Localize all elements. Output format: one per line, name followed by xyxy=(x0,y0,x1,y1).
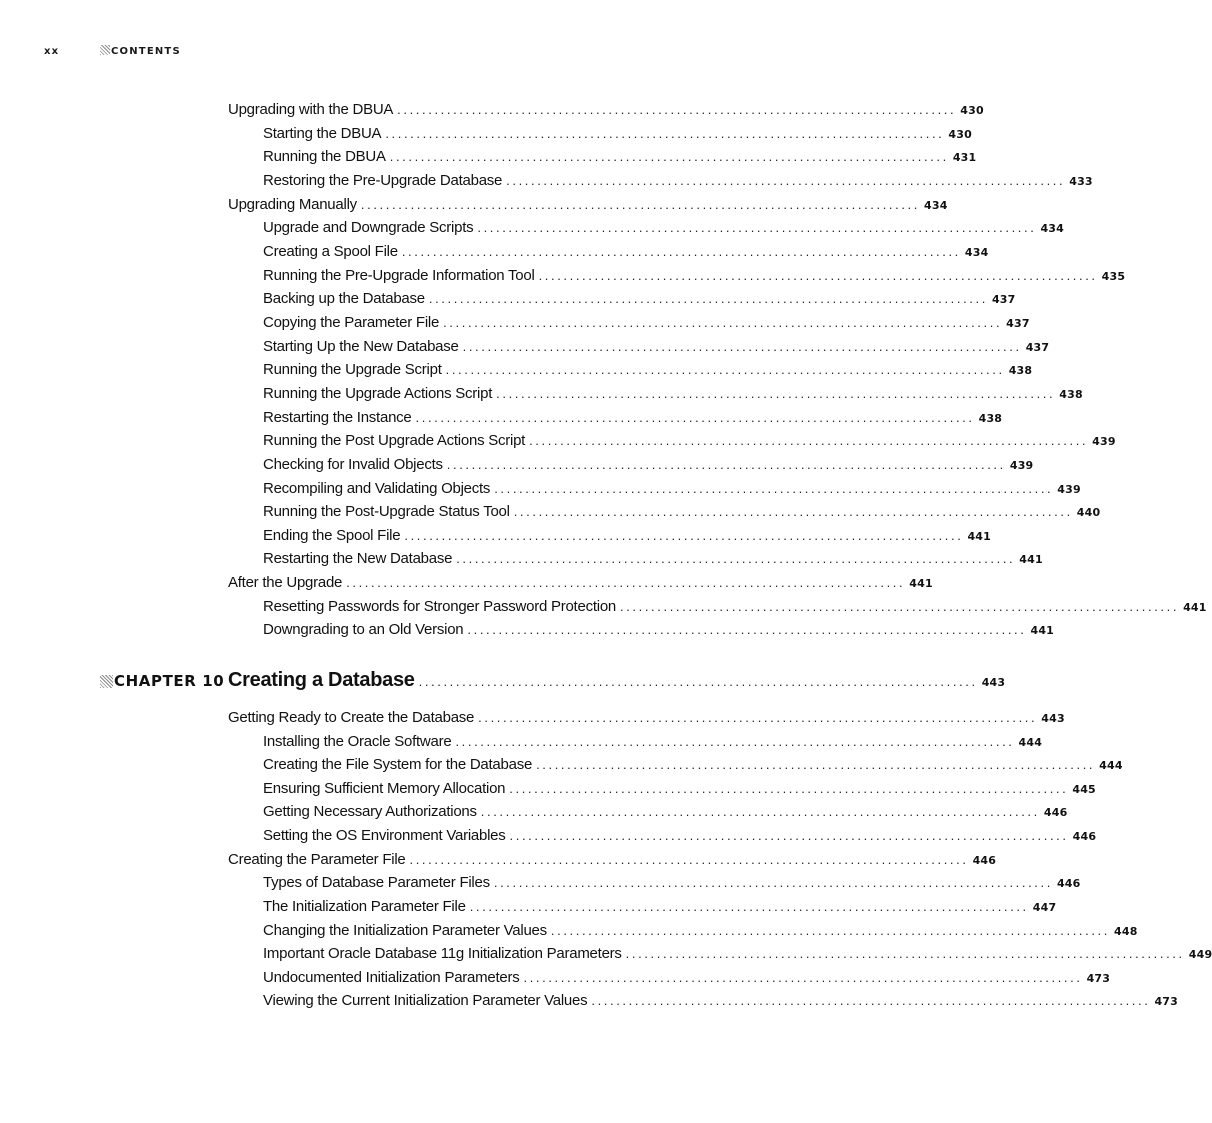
toc-entry[interactable] xyxy=(263,944,1212,965)
toc-entry[interactable] xyxy=(228,708,1065,729)
toc-entry-title: Upgrade and Downgrade Scripts xyxy=(263,219,474,236)
dot-leader: .......................................................................................... xyxy=(443,315,1003,330)
toc-entry-page: 438 xyxy=(1008,364,1033,377)
toc-entry-page: 438 xyxy=(1059,388,1083,401)
toc-entry[interactable] xyxy=(263,218,1065,239)
toc-entry-page: 439 xyxy=(1057,483,1081,496)
toc-entry-page: 441 xyxy=(909,577,933,590)
toc-entry[interactable] xyxy=(263,755,1123,776)
toc-entry[interactable] xyxy=(263,124,972,145)
toc-entry-page: 446 xyxy=(1072,830,1097,843)
dot-leader: .......................................................................................... xyxy=(397,102,957,117)
toc-entry-page: 449 xyxy=(1188,948,1212,961)
toc-entry-title: The Initialization Parameter File xyxy=(263,898,466,915)
toc-entry[interactable] xyxy=(263,873,1081,894)
dot-leader: .......................................................................................... xyxy=(477,220,1037,235)
toc-entry-page: 430 xyxy=(960,104,984,117)
toc-entry-title: Starting the DBUA xyxy=(263,125,382,142)
toc-entry-title: Running the Upgrade Actions Script xyxy=(263,385,493,402)
toc-entry[interactable] xyxy=(263,991,1179,1012)
toc-entry-page: 441 xyxy=(1030,624,1055,637)
toc-entry-page: 446 xyxy=(972,854,997,867)
toc-entry[interactable] xyxy=(263,826,1097,847)
toc-entry[interactable] xyxy=(263,147,977,168)
toc-entry[interactable] xyxy=(263,408,1003,429)
dot-leader: .......................................................................................... xyxy=(550,923,1110,938)
dot-leader: .......................................................................................... xyxy=(620,599,1180,614)
toc-entry[interactable] xyxy=(263,921,1138,942)
toc-entry-page: 440 xyxy=(1076,506,1101,519)
toc-entry[interactable] xyxy=(228,850,997,871)
dot-leader: .......................................................................................... xyxy=(493,875,1053,890)
toc-entry-page: 437 xyxy=(1006,317,1030,330)
toc-entry-title: Creating the Parameter File xyxy=(228,851,406,868)
dot-leader: .......................................................................................... xyxy=(409,852,969,867)
toc-entry[interactable] xyxy=(263,479,1081,500)
dot-leader: .......................................................................................... xyxy=(506,173,1066,188)
hatch-ornament-icon xyxy=(100,675,113,688)
toc-entry-title: Checking for Invalid Objects xyxy=(263,456,443,473)
toc-entry-title: Ensuring Sufficient Memory Allocation xyxy=(263,780,506,797)
toc-entry[interactable] xyxy=(263,549,1043,570)
toc-entry-title: Backing up the Database xyxy=(263,290,425,307)
toc-entry-title: Ending the Spool File xyxy=(263,527,401,544)
toc-entry[interactable] xyxy=(263,620,1055,641)
toc-entry[interactable] xyxy=(263,968,1111,989)
toc-entry[interactable] xyxy=(228,573,933,594)
toc-entry[interactable] xyxy=(263,732,1043,753)
toc-entry-page: 431 xyxy=(952,151,977,164)
dot-leader: .......................................................................................... xyxy=(456,551,1016,566)
toc-entry-page: 473 xyxy=(1086,972,1111,985)
toc-entry-title: Starting Up the New Database xyxy=(263,338,459,355)
toc-entry-page: 473 xyxy=(1154,995,1179,1008)
dot-leader: .......................................................................................... xyxy=(346,575,906,590)
dot-leader: .......................................................................................... xyxy=(536,757,1096,772)
toc-entry-page: 444 xyxy=(1018,736,1043,749)
dot-leader: .......................................................................................... xyxy=(445,362,1005,377)
dot-leader: .......................................................................................... xyxy=(496,386,1056,401)
toc-entry-title: Restarting the New Database xyxy=(263,550,453,567)
toc-entry-title: Running the Pre-Upgrade Information Tool xyxy=(263,267,535,284)
dot-leader: .......................................................................................... xyxy=(385,126,945,141)
toc-entry[interactable] xyxy=(263,171,1093,192)
dot-leader: .......................................................................................... xyxy=(418,674,978,689)
dot-leader: .......................................................................................... xyxy=(415,410,975,425)
toc-entry[interactable] xyxy=(263,502,1101,523)
toc-entry-page: 443 xyxy=(1041,712,1065,725)
toc-entry-title: Creating the File System for the Database xyxy=(263,756,533,773)
dot-leader: .......................................................................................... xyxy=(462,339,1022,354)
dot-leader: .......................................................................................... xyxy=(523,970,1083,985)
dot-leader: .......................................................................................... xyxy=(469,899,1029,914)
dot-leader: .......................................................................................... xyxy=(494,481,1054,496)
toc-entry-page: 430 xyxy=(948,128,972,141)
toc-entry[interactable] xyxy=(263,266,1126,287)
chapter-page: 443 xyxy=(981,676,1006,689)
running-head-title: CONTENTS xyxy=(111,46,181,57)
toc-entry-title: Running the DBUA xyxy=(263,148,386,165)
toc-entry[interactable] xyxy=(263,313,1030,334)
toc-entry-page: 441 xyxy=(967,530,991,543)
toc-entry-page: 435 xyxy=(1101,270,1126,283)
toc-entry[interactable] xyxy=(263,597,1207,618)
toc-entry-title: Installing the Oracle Software xyxy=(263,733,452,750)
dot-leader: .......................................................................................... xyxy=(404,528,964,543)
toc-entry[interactable] xyxy=(263,289,1016,310)
toc-entry-title: Downgrading to an Old Version xyxy=(263,621,464,638)
toc-entry-page: 434 xyxy=(924,199,948,212)
toc-entry[interactable] xyxy=(263,242,989,263)
toc-entry[interactable] xyxy=(228,195,948,216)
toc-entry-page: 444 xyxy=(1099,759,1123,772)
dot-leader: .......................................................................................... xyxy=(401,244,961,259)
toc-entry-page: 434 xyxy=(964,246,989,259)
toc-entry-title: Setting the OS Environment Variables xyxy=(263,827,506,844)
toc-entry-page: 437 xyxy=(1025,341,1050,354)
toc-entry-page: 446 xyxy=(1056,877,1081,890)
dot-leader: .......................................................................................... xyxy=(389,149,949,164)
toc-entry-title: Restoring the Pre-Upgrade Database xyxy=(263,172,503,189)
toc-entry-page: 437 xyxy=(991,293,1016,306)
toc-entry[interactable] xyxy=(263,526,991,547)
chapter-title-entry[interactable] xyxy=(228,669,1006,693)
dot-leader: .......................................................................................... xyxy=(360,197,920,212)
dot-leader: .......................................................................................... xyxy=(591,993,1151,1008)
toc-entry-title: Restarting the Instance xyxy=(263,409,412,426)
toc-entry-title: Changing the Initialization Parameter Values xyxy=(263,922,547,939)
toc-entry-page: 448 xyxy=(1113,925,1138,938)
dot-leader: .......................................................................................... xyxy=(480,804,1040,819)
toc-entry-title: Undocumented Initialization Parameters xyxy=(263,969,520,986)
dot-leader: .......................................................................................... xyxy=(478,710,1038,725)
toc-entry-title: Copying the Parameter File xyxy=(263,314,440,331)
dot-leader: .......................................................................................... xyxy=(446,457,1006,472)
toc-entry[interactable] xyxy=(263,384,1083,405)
dot-leader: .......................................................................................... xyxy=(509,828,1069,843)
toc-entry-title: Important Oracle Database 11g Initialization Parameters xyxy=(263,945,622,962)
toc-entry[interactable] xyxy=(263,779,1096,800)
toc-entry-title: Viewing the Current Initialization Parameter Values xyxy=(263,992,588,1009)
toc-entry[interactable] xyxy=(228,100,984,121)
toc-entry-title: Resetting Passwords for Stronger Password Protection xyxy=(263,598,616,615)
toc-entry-title: Running the Upgrade Script xyxy=(263,361,442,378)
toc-entry-title: After the Upgrade xyxy=(228,574,343,591)
toc-entry-page: 433 xyxy=(1069,175,1093,188)
toc-entry-title: Running the Post Upgrade Actions Script xyxy=(263,432,526,449)
page-folio: xx xyxy=(44,46,60,57)
toc-entry-page: 446 xyxy=(1043,806,1068,819)
toc-entry-title: Recompiling and Validating Objects xyxy=(263,480,491,497)
toc-entry[interactable] xyxy=(263,802,1068,823)
toc-entry-title: Running the Post-Upgrade Status Tool xyxy=(263,503,510,520)
toc-entry[interactable] xyxy=(263,360,1033,381)
hatch-ornament-icon xyxy=(100,45,110,55)
toc-entry[interactable] xyxy=(263,897,1057,918)
toc-entry-page: 434 xyxy=(1040,222,1065,235)
toc-entry[interactable] xyxy=(263,455,1034,476)
dot-leader: .......................................................................................... xyxy=(625,946,1185,961)
toc-entry[interactable] xyxy=(263,431,1116,452)
dot-leader: .......................................................................................... xyxy=(529,433,1089,448)
toc-entry-page: 439 xyxy=(1009,459,1034,472)
chapter-title: Creating a Database xyxy=(228,669,415,691)
dot-leader: .......................................................................................... xyxy=(513,504,1073,519)
dot-leader: .......................................................................................... xyxy=(509,781,1069,796)
toc-entry-title: Upgrading with the DBUA xyxy=(228,101,394,118)
toc-entry-title: Getting Ready to Create the Database xyxy=(228,709,475,726)
toc-entry-page: 441 xyxy=(1019,553,1043,566)
toc-entry-title: Creating a Spool File xyxy=(263,243,398,260)
toc-entry-page: 447 xyxy=(1032,901,1057,914)
toc-entry-page: 438 xyxy=(978,412,1003,425)
dot-leader: .......................................................................................... xyxy=(467,622,1027,637)
dot-leader: .......................................................................................... xyxy=(455,734,1015,749)
running-head xyxy=(44,44,444,60)
toc-entry-page: 439 xyxy=(1092,435,1116,448)
toc-entry-page: 441 xyxy=(1183,601,1207,614)
dot-leader: .......................................................................................... xyxy=(428,291,988,306)
toc-entry-title: Types of Database Parameter Files xyxy=(263,874,490,891)
toc-entry-title: Upgrading Manually xyxy=(228,196,357,213)
chapter-number: CHAPTER 10 xyxy=(114,672,225,690)
toc-entry[interactable] xyxy=(263,337,1050,358)
dot-leader: .......................................................................................... xyxy=(538,268,1098,283)
toc-entry-title: Getting Necessary Authorizations xyxy=(263,803,477,820)
toc-entry-page: 445 xyxy=(1072,783,1096,796)
